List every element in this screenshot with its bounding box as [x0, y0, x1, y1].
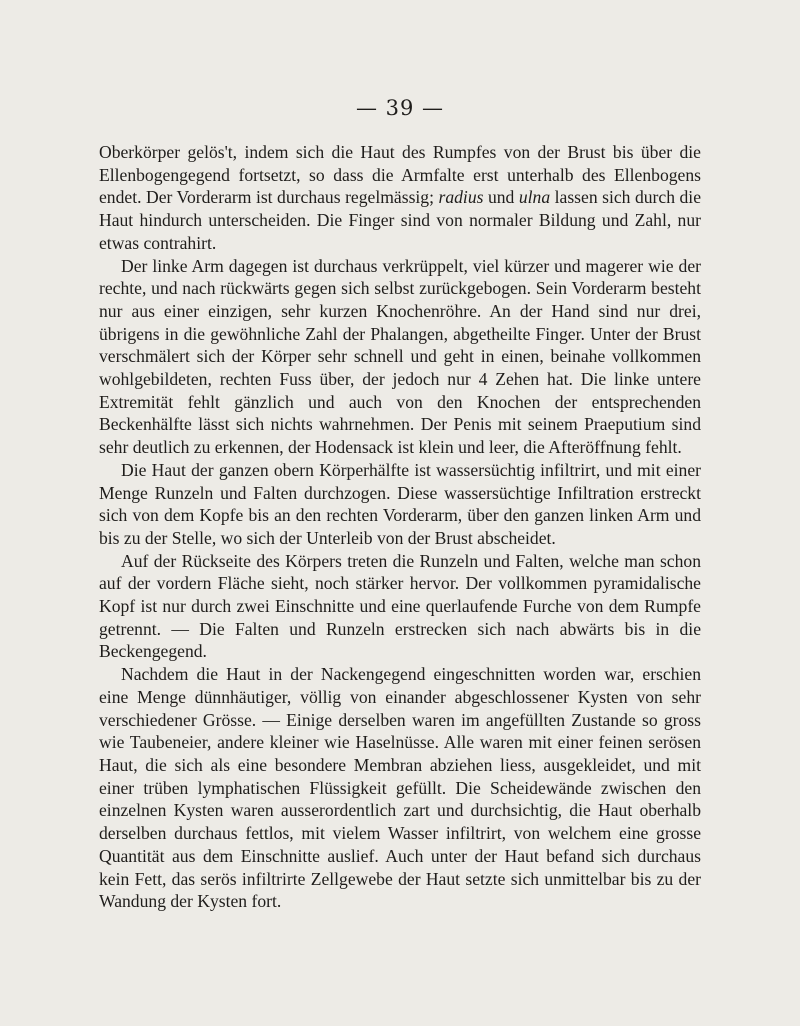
- paragraph-1: [99, 141, 701, 255]
- paragraph-1-part-1: Oberkörper gelös't, indem sich die Haut des Rumpfes von der Brust bis über die Ellenbogengegend fortsetzt, so dass die Armfalte erst unterhalb des Ellenbogens endet. Der Vorderarm ist durchaus regelmässig;: [99, 142, 701, 208]
- term-radius: radius: [438, 187, 484, 208]
- paragraph-3: Die Haut der ganzen obern Körperhälfte ist wassersüchtig infiltrirt, und mit einer Menge Runzeln und Falten durchzogen. Diese wassersüchtige Infiltration erstreckt sich von dem Kopfe bis an den rechten Vorderarm, über den ganzen linken Arm und bis zu der Stelle, wo sich der Unterleib von der Brust abscheidet.: [99, 459, 701, 548]
- paragraph-1-part-2: und: [483, 187, 519, 208]
- term-ulna: ulna: [518, 187, 551, 208]
- paragraph-2: Der linke Arm dagegen ist durchaus verkrüppelt, viel kürzer und magerer wie der rechte, und nach rückwärts gegen sich selbst zurückgebogen. Sein Vorderarm besteht nur aus einer einzigen, sehr kurzen Knochenröhre. An der Hand sind nur drei, übrigens in die gewöhnliche Zahl der Phalangen, abgetheilte Finger. Unter der Brust verschmälert sich der Körper sehr schnell und geht in einen, beinahe vollkommen wohlgebildeten, rechten Fuss über, der jedoch nur 4 Zehen hat. Die linke untere Extremität fehlt gänzlich und auch von den Knochen der entsprechenden Beckenhälfte lässt sich nichts wahrnehmen. Der Penis mit seinem Praeputium sind sehr deutlich zu erkennen, der Hodensack ist klein und leer, die Afteröffnung fehlt.: [99, 255, 701, 458]
- page-number: — 39 —: [355, 96, 445, 120]
- paragraph-5: Nachdem die Haut in der Nackengegend eingeschnitten worden war, erschien eine Menge dünnhäutiger, völlig von einander abgeschlossener Kysten von sehr verschiedener Grösse. — Einige derselben waren im angefüllten Zustande so gross wie Taubeneier, andere kleiner wie Haselnüsse. Alle waren mit einer feinen serösen Haut, die sich als eine besondere Membran abziehen liess, ausgekleidet, und mit einer trüben lymphatischen Flüssigkeit gefüllt. Die Scheidewände zwischen den einzelnen Kysten waren ausserordentlich zart und durchsichtig, die Haut oberhalb derselben durchaus fettlos, mit vielem Wasser infiltrirt, von welchem eine grosse Quantität aus dem Einschnitte auslief. Auch unter der Haut befand sich durchaus kein Fett, das serös infiltrirte Zellgewebe der Haut setzte sich unmittelbar bis zu der Wandung der Kysten fort.: [99, 664, 701, 912]
- body-text: [99, 141, 701, 913]
- paragraph-4: Auf der Rückseite des Körpers treten die Runzeln und Falten, welche man schon auf der vordern Fläche sieht, noch stärker hervor. Der vollkommen pyramidalische Kopf ist nur durch zwei Einschnitte und eine querlaufende Furche von dem Rumpfe getrennt. — Die Falten und Runzeln erstrecken sich nach abwärts bis in die Beckengegend.: [99, 550, 701, 662]
- paragraph-1-part-3: lassen sich durch die Haut hindurch unterscheiden. Die Finger sind von normaler Bildung und Zahl, nur etwas contrahirt.: [99, 187, 702, 253]
